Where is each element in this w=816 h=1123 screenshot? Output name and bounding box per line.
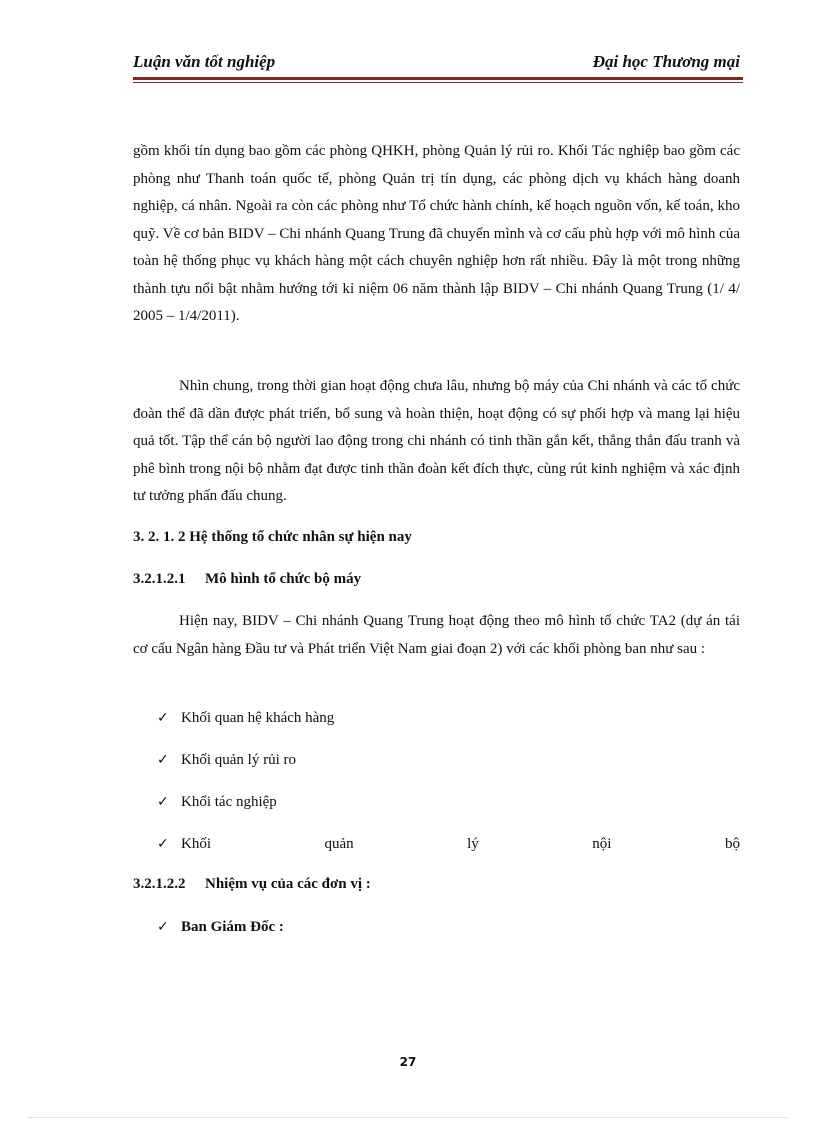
subheading-tasks bbox=[133, 876, 371, 893]
subheading-tasks-title: Nhiệm vụ của các đơn vị : bbox=[205, 876, 371, 892]
list-item-text bbox=[181, 834, 740, 854]
list-word: nội bbox=[592, 836, 612, 852]
page-header bbox=[133, 52, 740, 78]
list-item-text: Khối quan hệ khách hàng bbox=[181, 710, 335, 726]
check-icon: ✓ bbox=[157, 919, 169, 935]
header-thesis-label: Luận văn tốt nghiệp bbox=[133, 52, 276, 71]
subheading-model bbox=[133, 571, 361, 588]
check-icon: ✓ bbox=[157, 710, 169, 726]
subheading-model-number: 3.2.1.2.1 bbox=[133, 571, 186, 587]
page-number: 27 bbox=[399, 1055, 417, 1069]
section-heading: 3. 2. 1. 2 Hệ thống tổ chức nhân sự hiện nay bbox=[133, 529, 412, 545]
list-word: lý bbox=[467, 836, 479, 852]
paragraph-2: Nhìn chung, trong thời gian hoạt động chưa lâu, nhưng bộ máy của Chi nhánh và các tổ chức đoàn thể đã dần được phát triển, bổ sung và hoàn thiện, hoạt động có sự phối hợp và mang lại hiệu quả tốt. Tập thể cán bộ người lao động trong chi nhánh có tinh thần gắn kết, thẳng thắn đấu tranh và phê bình trong nội bộ nhằm đạt được tinh thần đoàn kết đích thực, cùng rút kinh nghiệm và xác định tư tưởng phấn đấu chung. bbox=[133, 378, 740, 504]
header-rule-thin bbox=[133, 82, 743, 83]
list-word: Khối bbox=[181, 836, 211, 852]
header-rule-thick bbox=[133, 77, 743, 80]
subheading-model-title: Mô hình tổ chức bộ máy bbox=[205, 571, 362, 587]
check-icon: ✓ bbox=[157, 752, 169, 768]
page-bottom-divider bbox=[28, 1117, 788, 1118]
paragraph-1: gồm khối tín dụng bao gồm các phòng QHKH, phòng Quản lý rủi ro. Khối Tác nghiệp bao gồm các phòng như Thanh toán quốc tế, phòng Quản trị tín dụng, các phòng dịch vụ khách hàng doanh nghiệp, cá nhân. Ngoài ra còn các phòng như Tổ chức hành chính, kế hoạch nguồn vốn, kế toán, kho quỹ. Về cơ bản BIDV – Chi nhánh Quang Trung đã chuyển mình và cơ cấu phù hợp với mô hình của toàn hệ thống phục vụ khách hàng một cách chuyên nghiệp hơn rất nhiều. Đây là một trong những thành tựu nổi bật nhằm hướng tới kỉ niệm 06 năm thành lập BIDV – Chi nhánh Quang Trung (1/ 4/ 2005 – 1/4/2011). bbox=[133, 143, 740, 324]
check-icon: ✓ bbox=[157, 836, 169, 852]
list-item-text: Ban Giám Đốc : bbox=[181, 919, 284, 935]
list-item-text: Khối tác nghiệp bbox=[181, 794, 277, 810]
subheading-tasks-number: 3.2.1.2.2 bbox=[133, 876, 186, 892]
check-icon: ✓ bbox=[157, 794, 169, 810]
list-item-text: Khối quản lý rủi ro bbox=[181, 752, 296, 768]
list-word: bộ bbox=[724, 836, 740, 852]
header-university-label: Đại học Thương mại bbox=[592, 52, 740, 71]
list-word: quản bbox=[324, 836, 354, 852]
paragraph-3: Hiện nay, BIDV – Chi nhánh Quang Trung hoạt động theo mô hình tổ chức TA2 (dự án tái cơ cấu Ngân hàng Đầu tư và Phát triển Việt Nam giai đoạn 2) với các khối phòng ban như sau : bbox=[133, 613, 740, 657]
